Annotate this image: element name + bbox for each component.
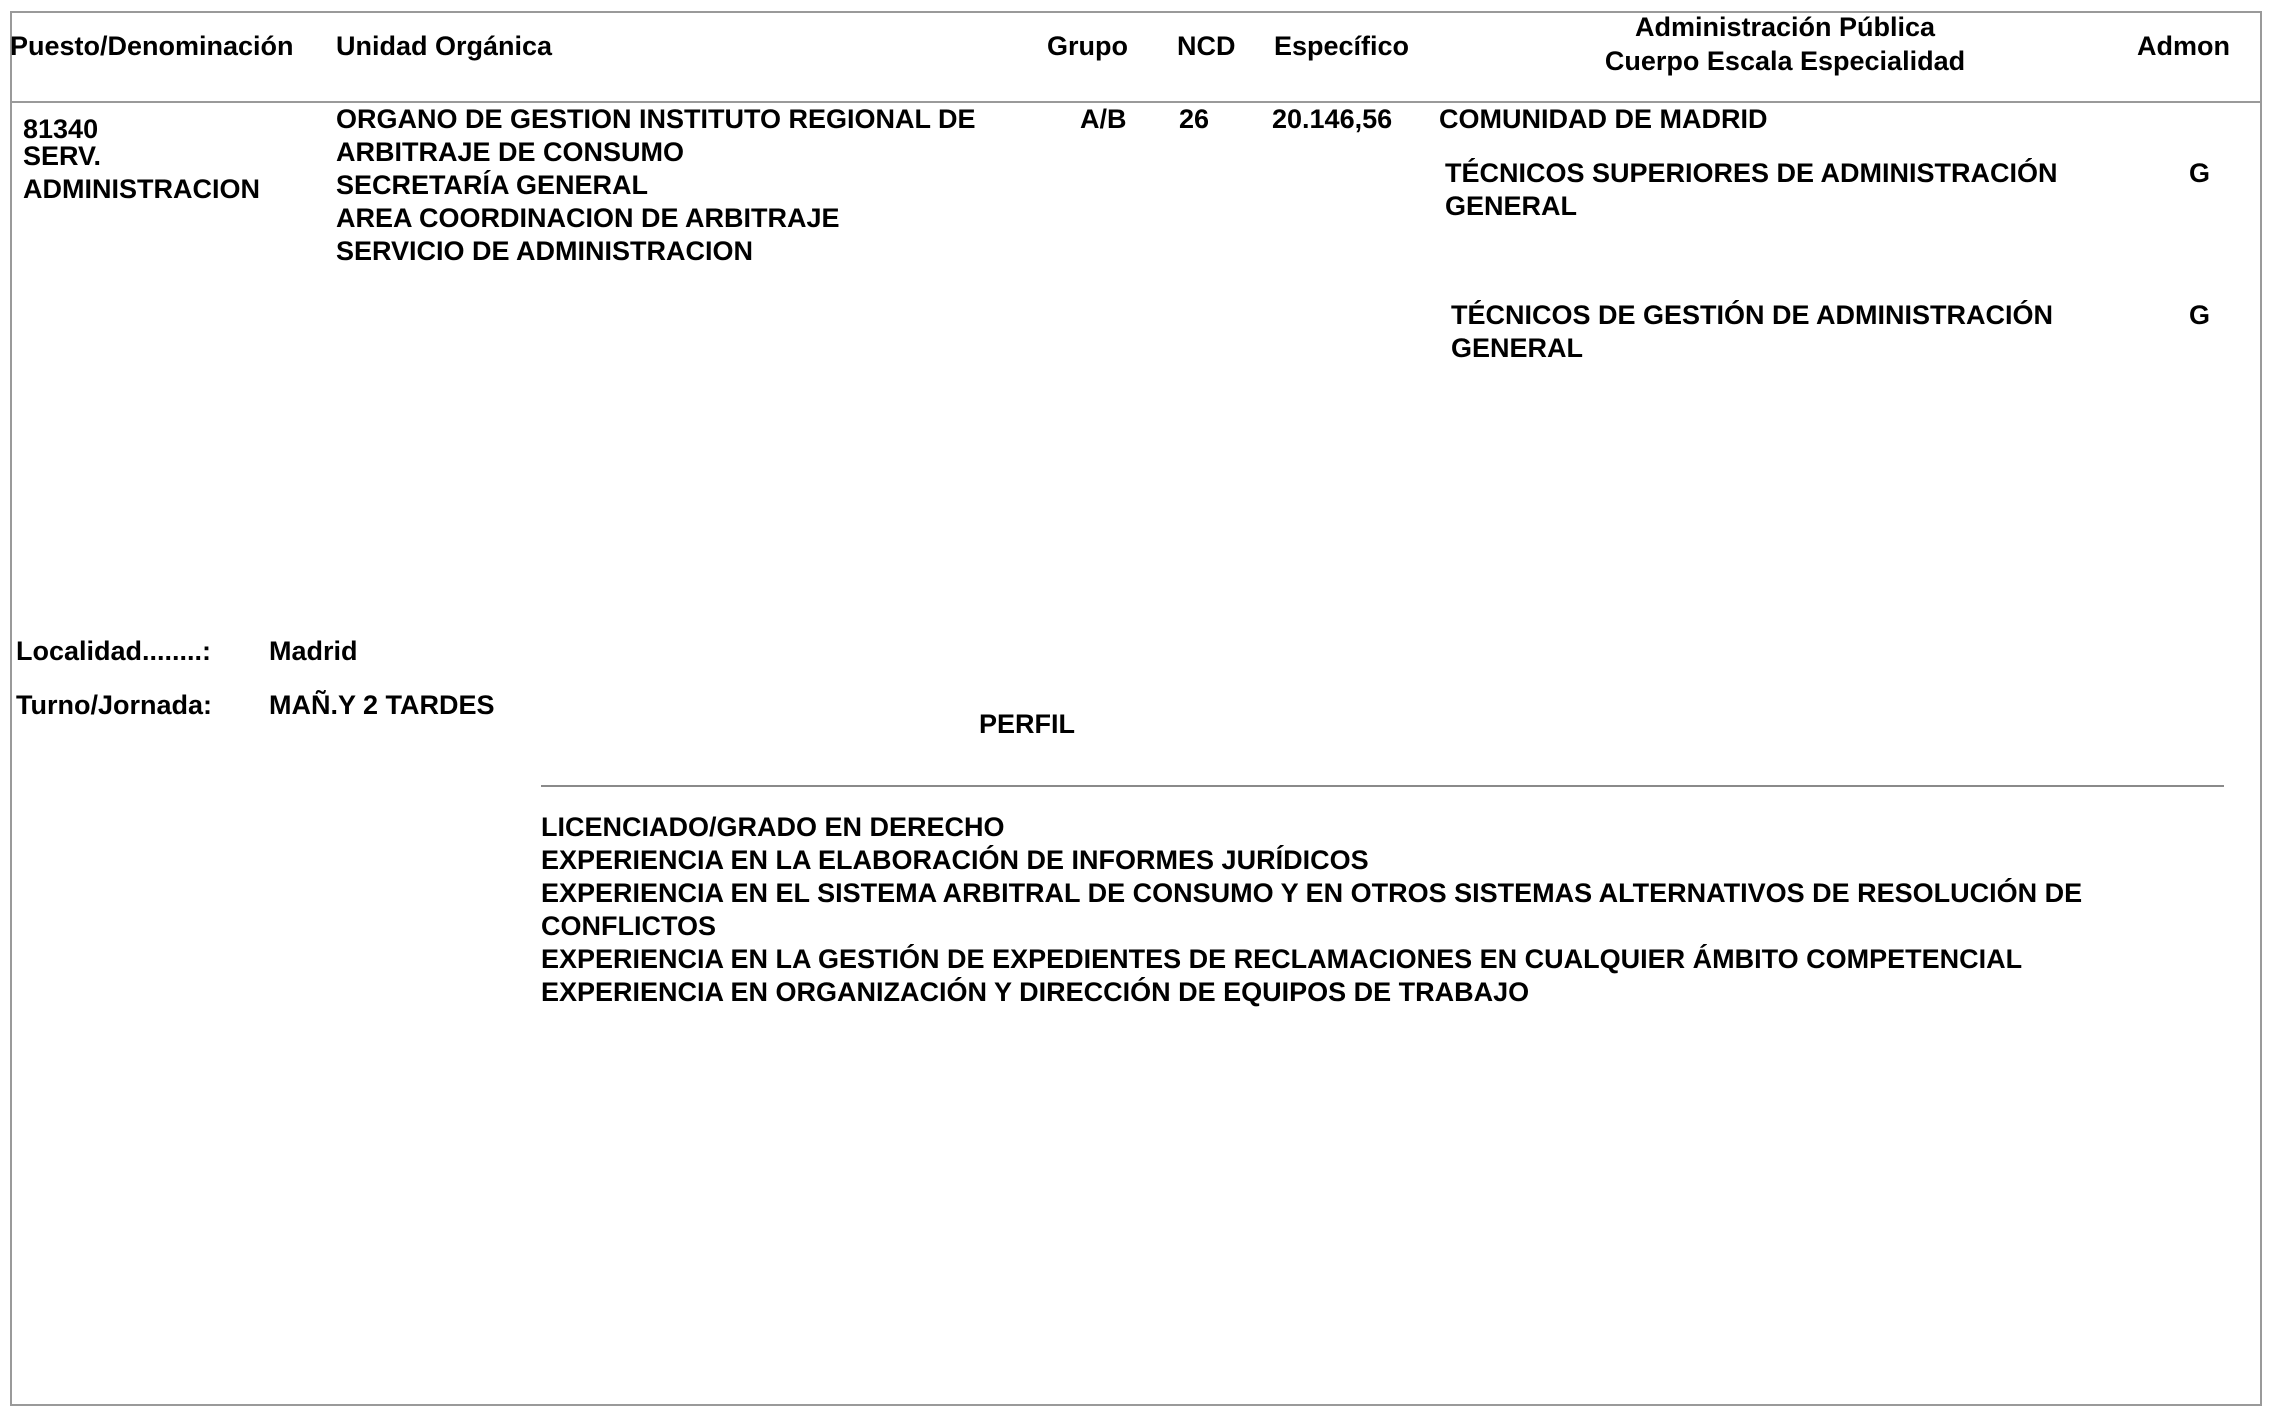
- turno-label: Turno/Jornada:: [16, 690, 213, 720]
- perfil-line: EXPERIENCIA EN LA GESTIÓN DE EXPEDIENTES DE RECLAMACIONES EN CUALQUIER ÁMBITO COMPETENCIAL: [541, 944, 2023, 974]
- perfil-line: LICENCIADO/GRADO EN DERECHO: [541, 812, 1005, 842]
- cuerpo-line: GENERAL: [1451, 333, 1584, 363]
- header-admin-publica: Administración Pública: [1634, 12, 1936, 42]
- perfil-requisitos: [541, 811, 2082, 1009]
- header-admon: Admon: [2137, 31, 2230, 61]
- ncd-value: 26: [1179, 104, 1210, 134]
- localidad-label: Localidad........:: [16, 636, 212, 666]
- especifico-value: 20.146,56: [1272, 104, 1393, 134]
- turno-value: MAÑ.Y 2 TARDES: [269, 690, 495, 720]
- grupo-value: A/B: [1080, 104, 1127, 134]
- unidad-organica: [336, 103, 976, 268]
- unidad-line: ARBITRAJE DE CONSUMO: [336, 137, 685, 167]
- cuerpo-line: TÉCNICOS SUPERIORES DE ADMINISTRACIÓN: [1445, 158, 2058, 188]
- denominacion-line: SERV.: [23, 141, 102, 171]
- perfil-line: CONFLICTOS: [541, 911, 716, 941]
- header-cuerpo-escala: Cuerpo Escala Especialidad: [1604, 46, 1966, 76]
- cuerpo-admon: G: [2189, 300, 2211, 330]
- cuerpo-line: TÉCNICOS DE GESTIÓN DE ADMINISTRACIÓN: [1451, 300, 2054, 330]
- denominacion-line: ADMINISTRACION: [23, 174, 260, 204]
- unidad-line: AREA COORDINACION DE ARBITRAJE: [336, 203, 840, 233]
- cuerpo-entry: [1451, 299, 2053, 365]
- puesto-codigo: 81340: [23, 114, 99, 144]
- header-puesto: Puesto/Denominación: [10, 31, 294, 61]
- perfil-line: EXPERIENCIA EN ORGANIZACIÓN Y DIRECCIÓN DE EQUIPOS DE TRABAJO: [541, 977, 1530, 1007]
- unidad-line: SERVICIO DE ADMINISTRACION: [336, 236, 754, 266]
- cuerpo-admon: G: [2189, 158, 2211, 188]
- header-especifico: Específico: [1274, 31, 1410, 61]
- perfil-divider: [541, 785, 2224, 787]
- unidad-line: SECRETARÍA GENERAL: [336, 170, 649, 200]
- puesto-denominacion: [23, 140, 260, 206]
- header-ncd: NCD: [1177, 31, 1236, 61]
- header-unidad: Unidad Orgánica: [336, 31, 553, 61]
- cuerpo-entry: [1445, 157, 2058, 223]
- cuerpo-line: GENERAL: [1445, 191, 1578, 221]
- perfil-line: EXPERIENCIA EN EL SISTEMA ARBITRAL DE CONSUMO Y EN OTROS SISTEMAS ALTERNATIVOS DE RESOLUCIÓN DE: [541, 878, 2083, 908]
- localidad-value: Madrid: [269, 636, 358, 666]
- perfil-line: EXPERIENCIA EN LA ELABORACIÓN DE INFORMES JURÍDICOS: [541, 845, 1369, 875]
- perfil-title: PERFIL: [979, 709, 1076, 739]
- header-grupo: Grupo: [1047, 31, 1128, 61]
- unidad-line: ORGANO DE GESTION INSTITUTO REGIONAL DE: [336, 104, 976, 134]
- administracion-value: COMUNIDAD DE MADRID: [1439, 104, 1768, 134]
